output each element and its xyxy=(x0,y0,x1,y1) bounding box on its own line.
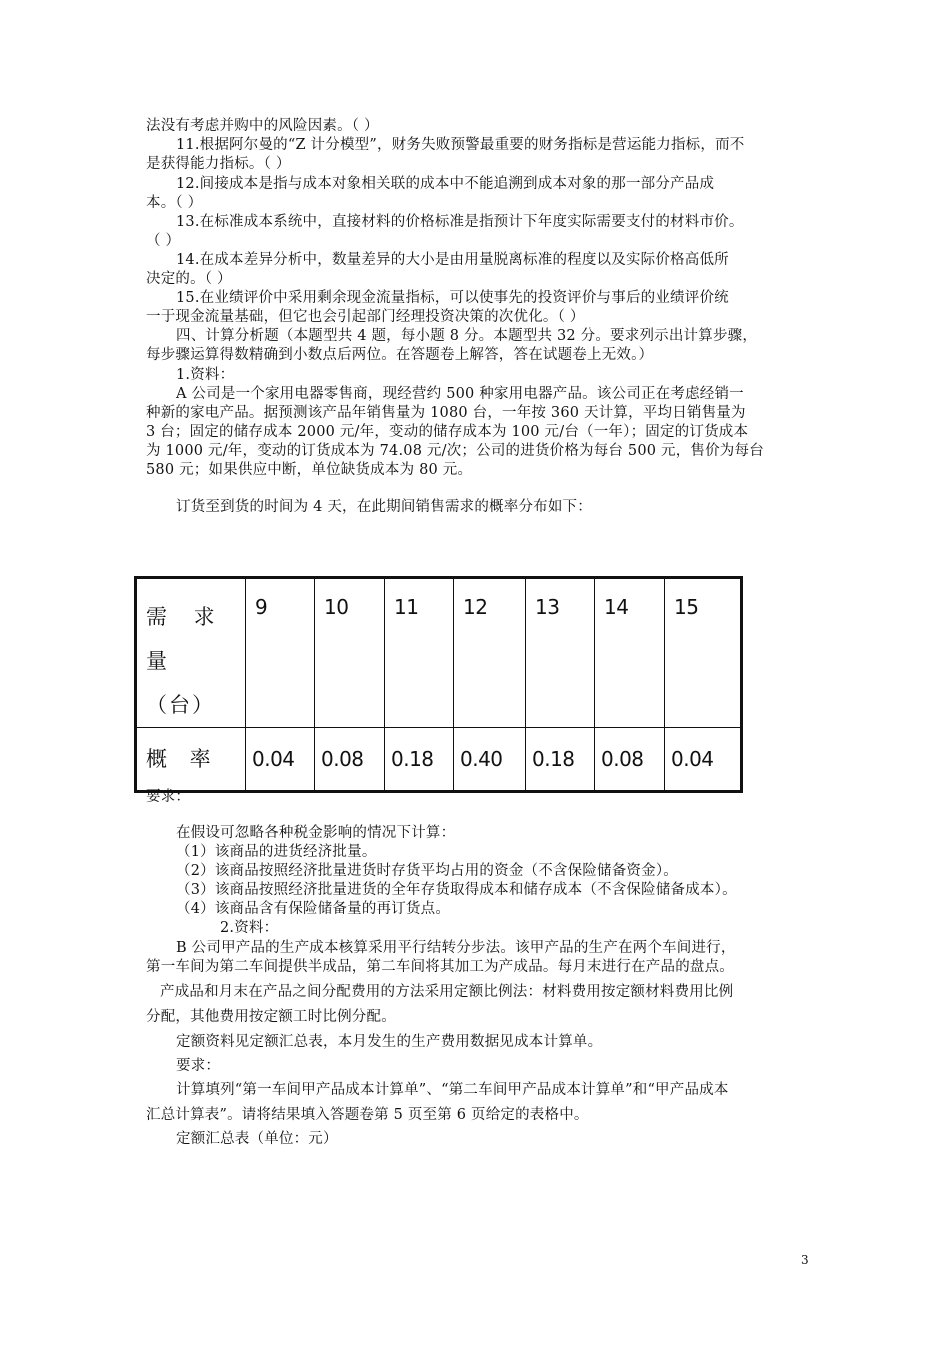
text-line: 汇总计算表”。请将结果填入答题卷第 5 页至第 6 页给定的表格中。 xyxy=(146,1107,589,1123)
probability-cell: 0.08 xyxy=(315,728,385,792)
demand-probability-table xyxy=(134,576,743,793)
probability-cell: 0.18 xyxy=(385,728,454,792)
text-line: 决定的。（ ） xyxy=(146,271,232,287)
probability-header-cell: 概 率 xyxy=(136,728,246,792)
text-line: （3）该商品按照经济批量进货的全年存货取得成本和储存成本（不含保险储备成本）。 xyxy=(176,882,737,898)
text-line: 种新的家电产品。据预测该产品年销售量为 1080 台，一年按 360 天计算，平均日销售量为 xyxy=(146,405,746,421)
demand-header-cell xyxy=(136,578,246,728)
distribution-intro: 订货至到货的时间为 4 天，在此期间销售需求的概率分布如下： xyxy=(176,499,592,515)
demand-cell: 15 xyxy=(665,578,742,728)
text-line: 是获得能力指标。（ ） xyxy=(146,156,291,172)
text-line: 分配，其他费用按定额工时比例分配。 xyxy=(146,1009,396,1025)
text-line: 计算填列“第一车间甲产品成本计算单”、“第二车间甲产品成本计算单”和“甲产品成本 xyxy=(176,1082,729,1098)
text-line: 法没有考虑并购中的风险因素。（ ） xyxy=(146,118,379,134)
text-line: （ ） xyxy=(146,233,181,249)
text-line: （1）该商品的进货经济批量。 xyxy=(176,844,377,860)
text-line: 定额资料见定额汇总表，本月发生的生产费用数据见成本计算单。 xyxy=(176,1034,603,1050)
text-line: 1.资料： xyxy=(176,367,235,383)
text-line: （4）该商品含有保险储备量的再订货点。 xyxy=(176,901,451,917)
text-line: 产成品和月末在产品之间分配费用的方法采用定额比例法：材料费用按定额材料费用比例 xyxy=(160,984,734,1000)
text-line: 四、计算分析题（本题型共 4 题，每小题 8 分。本题型共 32 分。要求列示出计算步骤， xyxy=(176,328,758,344)
text-line: 每步骤运算得数精确到小数点后两位。在答题卷上解答，答在试题卷上无效。） xyxy=(146,347,654,363)
demand-row xyxy=(136,578,742,728)
probability-cell: 0.18 xyxy=(526,728,595,792)
demand-header-unit: （台） xyxy=(146,693,215,717)
demand-cell: 12 xyxy=(454,578,526,728)
demand-cell: 9 xyxy=(246,578,315,728)
text-line: 12.间接成本是指与成本对象相关联的成本中不能追溯到成本对象的那一部分产品成 xyxy=(176,176,715,192)
text-line: （2）该商品按照经济批量进货时存货平均占用的资金（不含保险储备资金）。 xyxy=(176,863,678,879)
text-line: 要求： xyxy=(176,1058,221,1074)
text-line: A 公司是一个家用电器零售商，现经营约 500 种家用电器产品。该公司正在考虑经销一 xyxy=(176,386,744,402)
text-line: 第一车间为第二车间提供半成品，第二车间将其加工为产成品。每月末进行在产品的盘点。 xyxy=(146,959,734,975)
probability-row xyxy=(136,728,742,792)
text-line: B 公司甲产品的生产成本核算采用平行结转分步法。该甲产品的生产在两个车间进行， xyxy=(176,940,736,956)
text-line: 本。（ ） xyxy=(146,195,203,211)
probability-cell: 0.04 xyxy=(665,728,742,792)
text-line: 为 1000 元/年，变动的订货成本为 74.08 元/次；公司的进货价格为每台 500 元，售价为每台 xyxy=(146,443,764,459)
text-line: 14.在成本差异分析中，数量差异的大小是由用量脱离标准的程度以及实际价格高低所 xyxy=(176,252,729,268)
requirements-label: 要求： xyxy=(146,789,191,805)
text-line: 580 元；如果供应中断，单位缺货成本为 80 元。 xyxy=(146,462,473,478)
text-line: 15.在业绩评价中采用剩余现金流量指标，可以使事先的投资评价与事后的业绩评价统 xyxy=(176,290,729,306)
demand-header-label: 需 求 量 xyxy=(146,605,225,673)
probability-cell: 0.08 xyxy=(595,728,665,792)
demand-cell: 10 xyxy=(315,578,385,728)
text-line: 11.根据阿尔曼的“Z 计分模型”，财务失败预警最重要的财务指标是营运能力指标，而不 xyxy=(176,137,745,153)
text-line: 一于现金流量基础，但它也会引起部门经理投资决策的次优化。（ ） xyxy=(146,309,585,325)
text-line: 3 台；固定的储存成本 2000 元/年，变动的储存成本为 100 元/台（一年）；固定的订货成本 xyxy=(146,424,749,440)
page-number: 3 xyxy=(801,1253,809,1267)
demand-cell: 14 xyxy=(595,578,665,728)
text-line: 定额汇总表（单位：元） xyxy=(176,1131,338,1147)
text-line: 13.在标准成本系统中，直接材料的价格标准是指预计下年度实际需要支付的材料市价。 xyxy=(176,214,744,230)
text-line: 在假设可忽略各种税金影响的情况下计算： xyxy=(176,825,456,841)
demand-cell: 11 xyxy=(385,578,454,728)
demand-cell: 13 xyxy=(526,578,595,728)
text-line: 2.资料： xyxy=(220,920,279,936)
probability-cell: 0.40 xyxy=(454,728,526,792)
probability-cell: 0.04 xyxy=(246,728,315,792)
